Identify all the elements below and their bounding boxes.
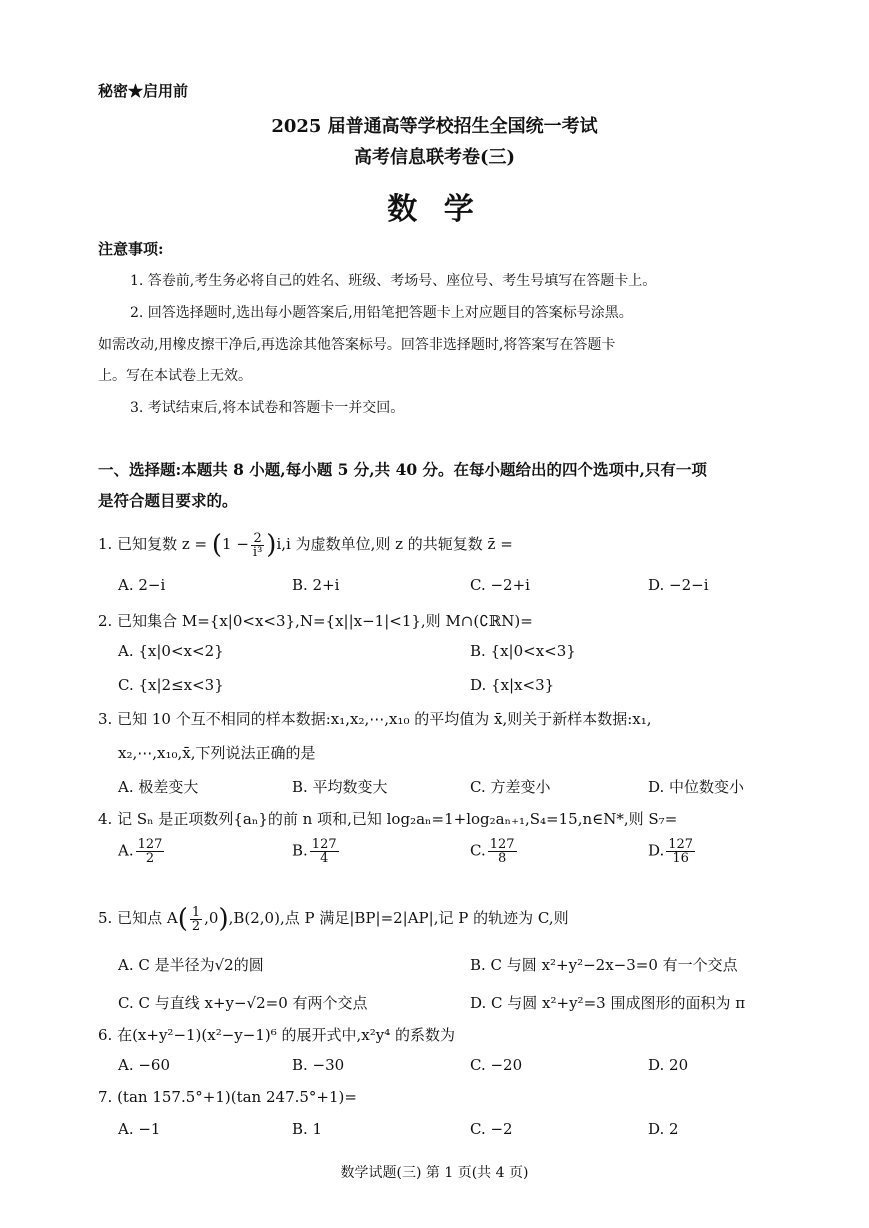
- q5-fraction: [190, 906, 202, 933]
- q5-option-d: D. C 与圆 x²+y²=3 围成图形的面积为 π: [470, 994, 746, 1012]
- q5-fraction-numerator: 1: [191, 904, 201, 920]
- q1-fraction-denominator: i³: [252, 544, 263, 560]
- q4-d-numerator: 127: [668, 837, 694, 852]
- question-2-stem: 2. 已知集合 M={x|0<x<3},N={x||x−1|<1},则 M∩(∁ℝN)=: [98, 612, 533, 630]
- question-7-stem: 7. (tan 157.5°+1)(tan 247.5°+1)=: [98, 1088, 357, 1106]
- q1-option-a: A. 2−i: [118, 576, 166, 594]
- q5-coordinate: ,0: [204, 909, 219, 927]
- notice-item-2-line-1: 2. 回答选择题时,选出每小题答案后,用铅笔把答题卡上对应题目的答案标号涂黑。: [130, 305, 633, 321]
- q1-one-minus: 1 −: [222, 535, 249, 553]
- question-4-stem: 4. 记 Sₙ 是正项数列{aₙ}的前 n 项和,已知 log₂aₙ=1+log₂aₙ₊₁,S₄=15,n∈N*,则 S₇=: [98, 810, 678, 828]
- q4-option-c: [470, 838, 519, 865]
- q3-option-a: A. 极差变大: [118, 778, 199, 796]
- q1-right-paren: ): [266, 530, 277, 560]
- q5-right-paren: ): [218, 904, 229, 934]
- q5-option-a: A. C 是半径为√2的圆: [118, 956, 264, 974]
- question-3-stem-line-1: 3. 已知 10 个互不相同的样本数据:x₁,x₂,⋯,x₁₀ 的平均值为 x̄,则关于新样本数据:x₁,: [98, 710, 652, 728]
- q4-option-a-letter: A.: [118, 841, 134, 860]
- q5-option-b: B. C 与圆 x²+y²−2x−3=0 有一个交点: [470, 956, 738, 974]
- q4-option-d-fraction: [666, 838, 695, 865]
- section-heading-line-1: 一、选择题:本题共 8 小题,每小题 5 分,共 40 分。在每小题给出的四个选项中,只有一项: [98, 460, 707, 479]
- q4-option-c-fraction: [488, 838, 517, 865]
- q7-option-a: A. −1: [118, 1120, 161, 1138]
- question-1-stem: [98, 522, 513, 567]
- q6-option-b: B. −30: [292, 1056, 345, 1074]
- q2-option-c: C. {x|2≤x<3}: [118, 676, 224, 694]
- q3-option-c: C. 方差变小: [470, 778, 551, 796]
- question-3-stem-line-2: x₂,⋯,x₁₀,x̄,下列说法正确的是: [118, 744, 316, 762]
- q1-fraction: [251, 532, 264, 559]
- q1-option-c: C. −2+i: [470, 576, 530, 594]
- notice-item-2-line-2: 如需改动,用橡皮擦干净后,再选涂其他答案标号。回答非选择题时,将答案写在答题卡: [98, 337, 616, 353]
- q1-prefix: 1. 已知复数 z =: [98, 535, 212, 553]
- exam-title: 2025 届普通高等学校招生全国统一考试: [271, 116, 598, 137]
- q1-option-b: B. 2+i: [292, 576, 340, 594]
- q7-option-b: B. 1: [292, 1120, 323, 1138]
- q3-option-d: D. 中位数变小: [648, 778, 745, 796]
- q5-option-c: C. C 与直线 x+y−√2=0 有两个交点: [118, 994, 368, 1012]
- q4-option-d: [648, 838, 697, 865]
- q5-prefix: 5. 已知点 A: [98, 909, 178, 927]
- notice-item-2-line-3: 上。写在本试卷上无效。: [98, 368, 252, 384]
- q1-option-d: D. −2−i: [648, 576, 709, 594]
- q1-left-paren: (: [211, 530, 223, 560]
- q2-option-a: A. {x|0<x<2}: [118, 642, 224, 660]
- notice-item-3: 3. 考试结束后,将本试卷和答题卡一并交回。: [130, 400, 405, 416]
- q5-left-paren: (: [177, 904, 188, 934]
- confidential-label: 秘密★启用前: [98, 82, 189, 100]
- q6-option-c: C. −20: [470, 1056, 523, 1074]
- exam-subtitle: 高考信息联考卷(三): [353, 147, 516, 168]
- subject-title: 数 学: [387, 192, 482, 227]
- q4-c-numerator: 127: [489, 837, 515, 852]
- q2-option-b: B. {x|0<x<3}: [470, 642, 576, 660]
- q4-option-b: [292, 838, 341, 865]
- q4-option-b-letter: B.: [292, 841, 308, 860]
- question-5-stem: [98, 896, 569, 941]
- q4-option-d-letter: D.: [648, 841, 665, 860]
- notice-heading: 注意事项:: [98, 240, 164, 258]
- q4-a-denominator: 2: [145, 851, 155, 866]
- q6-option-d: D. 20: [648, 1056, 689, 1074]
- q5-fraction-denominator: 2: [191, 918, 201, 934]
- q7-option-d: D. 2: [648, 1120, 679, 1138]
- q4-option-a-fraction: [136, 838, 165, 865]
- notice-item-1: 1. 答卷前,考生务必将自己的姓名、班级、考场号、座位号、考生号填写在答题卡上。: [130, 273, 657, 289]
- q4-b-denominator: 4: [320, 851, 329, 866]
- q4-b-numerator: 127: [311, 837, 337, 852]
- q4-option-c-letter: C.: [470, 841, 486, 860]
- q1-suffix: i,i 为虚数单位,则 z 的共轭复数 z̄ =: [276, 535, 513, 553]
- q4-c-denominator: 8: [497, 851, 507, 866]
- q1-fraction-numerator: 2: [253, 530, 262, 546]
- q3-option-b: B. 平均数变大: [292, 778, 388, 796]
- q4-option-b-fraction: [310, 838, 339, 865]
- q4-a-numerator: 127: [137, 837, 163, 852]
- question-6-stem: 6. 在(x+y²−1)(x²−y−1)⁶ 的展开式中,x²y⁴ 的系数为: [98, 1026, 456, 1044]
- q5-suffix: ,B(2,0),点 P 满足|BP|=2|AP|,记 P 的轨迹为 C,则: [228, 909, 569, 927]
- q4-option-a: [118, 838, 166, 865]
- page-footer: 数学试题(三) 第 1 页(共 4 页): [340, 1165, 529, 1181]
- section-heading-line-2: 是符合题目要求的。: [98, 491, 238, 510]
- q6-option-a: A. −60: [118, 1056, 171, 1074]
- q4-d-denominator: 16: [672, 851, 689, 866]
- q2-option-d: D. {x|x<3}: [470, 676, 555, 694]
- q7-option-c: C. −2: [470, 1120, 513, 1138]
